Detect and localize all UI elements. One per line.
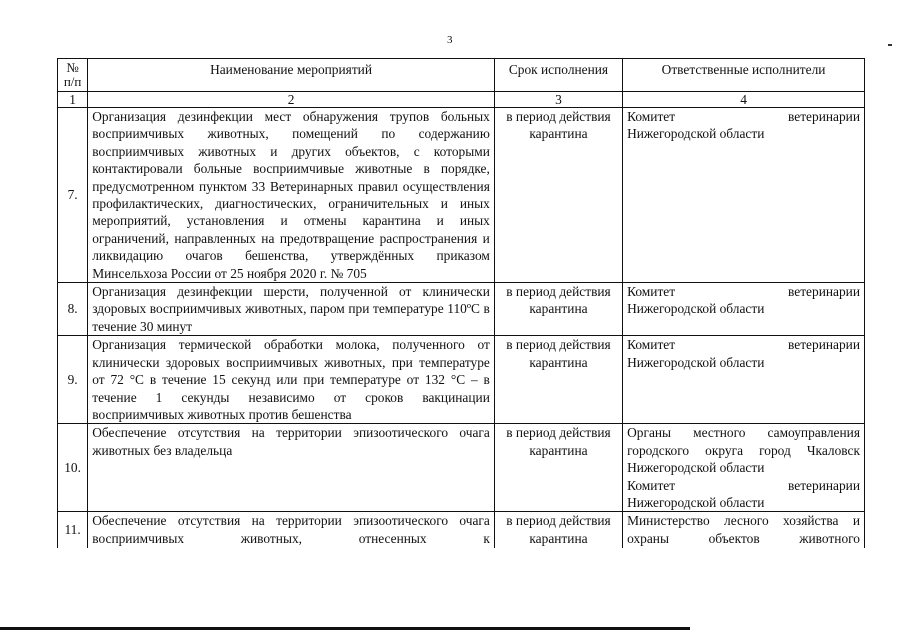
column-number: 3 <box>494 92 622 108</box>
responsible-line <box>627 477 860 494</box>
measure-name: Обеспечение отсутствия на территории эпизоотического очага животных без владельца <box>88 424 495 512</box>
table-row <box>58 283 865 336</box>
table-row <box>58 336 865 424</box>
measure-name: Организация термической обработки молока, полученного от клинически здоровых восприимчивых животных, при температуре от 72 °С в течение 15 секунд или при температуре от 132 °С – в течение 1 секунды независимо от сроков вакцинации восприимчивых животных против бешенства <box>88 336 495 424</box>
measure-term: в период действия карантина <box>494 283 622 336</box>
measure-term: в период действия карантина <box>494 108 622 283</box>
measures-table <box>57 58 865 548</box>
row-number: 8. <box>58 283 88 336</box>
measure-name: Обеспечение отсутствия на территории эпизоотического очага восприимчивых животных, отнесенных к <box>88 512 495 548</box>
column-number: 2 <box>88 92 495 108</box>
measure-name: Организация дезинфекции шерсти, полученной от клинически здоровых восприимчивых животных, паром при температуре 110ºС в течение 30 минут <box>88 283 495 336</box>
responsible-word: Комитет <box>627 337 676 353</box>
responsible-org: Органы местного самоуправления городского округа город Чкаловск Нижегородской области <box>627 425 860 476</box>
measure-term: в период действия карантина <box>494 512 622 548</box>
row-number: 11. <box>58 512 88 548</box>
responsible-word: Комитет <box>627 284 676 300</box>
measure-responsible <box>623 283 865 336</box>
responsible-line: Нижегородской области <box>627 494 765 510</box>
table-row <box>58 424 865 512</box>
responsible-word: ветеринарии <box>788 109 860 124</box>
table-row <box>58 512 865 548</box>
header-name: Наименование мероприятий <box>88 59 495 92</box>
measure-responsible <box>623 108 865 283</box>
responsible-word: Комитет <box>627 109 676 124</box>
responsible-word: ветеринарии <box>788 337 860 353</box>
scan-speck <box>888 44 892 46</box>
responsible-line: Нижегородской области <box>627 354 765 370</box>
responsible-line <box>627 283 860 300</box>
header-responsible: Ответственные исполнители <box>623 59 865 92</box>
responsible-line: Нижегородской области <box>627 126 765 142</box>
responsible-line <box>627 108 860 125</box>
table-header-row <box>58 59 865 92</box>
row-number: 7. <box>58 108 88 283</box>
column-number-row <box>58 92 865 108</box>
measure-term: в период действия карантина <box>494 424 622 512</box>
scan-edge-line <box>0 627 690 630</box>
row-number: 10. <box>58 424 88 512</box>
responsible-word: ветеринарии <box>788 284 860 300</box>
column-number: 4 <box>623 92 865 108</box>
header-num: № п/п <box>58 59 88 92</box>
table-row <box>58 108 865 283</box>
column-number: 1 <box>58 92 88 108</box>
measure-responsible: Министерство лесного хозяйства и охраны объектов животного <box>623 512 865 548</box>
responsible-line <box>627 336 860 353</box>
responsible-line: Нижегородской области <box>627 301 765 317</box>
page-number: 3 <box>447 34 453 46</box>
measure-term: в период действия карантина <box>494 336 622 424</box>
header-term: Срок исполнения <box>494 59 622 92</box>
responsible-word: ветеринарии <box>788 477 860 493</box>
row-number: 9. <box>58 336 88 424</box>
measure-responsible <box>623 424 865 512</box>
responsible-word: Комитет <box>627 477 676 493</box>
measure-responsible <box>623 336 865 424</box>
measure-name: Организация дезинфекции мест обнаружения трупов больных восприимчивых животных, помещений по содержанию восприимчивых животных и других объектов, с которыми контактировали больные восприимчивые животные в порядке, предусмотренном пунктом 33 Ветеринарных правил осуществления профилактических, диагностических, ограничительных и иных мероприятий, установления и отмены карантина и иных ограничений, направленных на предотвращение распространения и ликвидацию очагов бешенства, утверждённых приказом Минсельхоза России от 25 ноября 2020 г. № 705 <box>88 108 495 283</box>
